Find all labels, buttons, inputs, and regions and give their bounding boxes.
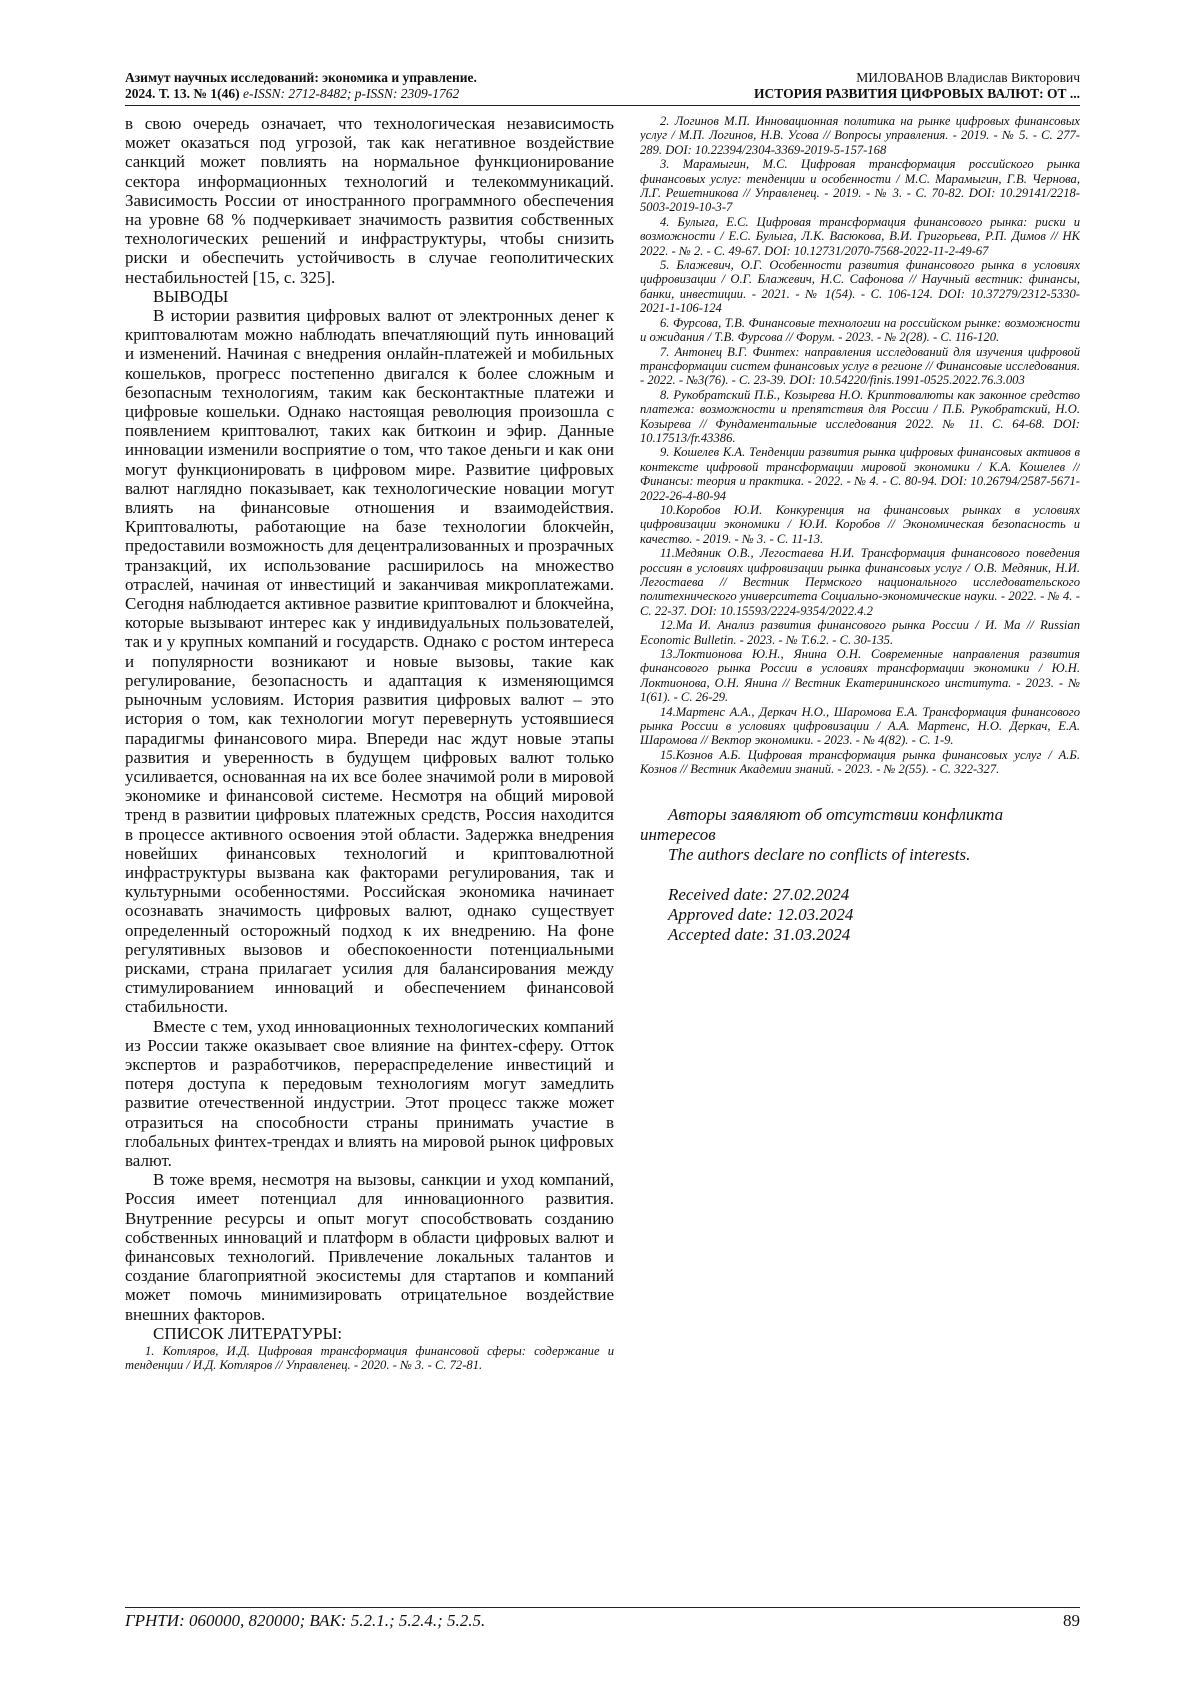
received-date: Received date: 27.02.2024 bbox=[668, 884, 850, 904]
approved-date: Approved date: 12.03.2024 bbox=[668, 904, 854, 924]
footer-divider bbox=[125, 1607, 1080, 1608]
classification-codes: ГРНТИ: 060000, 820000; ВАК: 5.2.1.; 5.2.4.; 5.2.5. bbox=[125, 1611, 486, 1630]
reference-item: 11.Медяник О.В., Легостаева Н.И. Трансформация финансового поведения россиян в условиях цифровизации рынка финансовых услуг / О.В. Медяник, Н.И. Легостаева // Вестник Пермского национального исследовательского политехнического университета Социально-экономические науки. - 2022. - № 4. - С. 22-37. DOI: 10.15593/2224-9354/2022.4.2 bbox=[640, 546, 1080, 618]
article-info bbox=[754, 70, 1080, 102]
reference-item: 9. Кошелев К.А. Тенденции развития рынка цифровых финансовых активов в контексте цифровой трансформации мировой экономики / К.А. Кошелев // Финансы: теория и практика. - 2022. - № 4. - С. 80-94. DOI: 10.26794/2587-5671-2022-26-4-80-94 bbox=[640, 445, 1080, 503]
reference-item: 2. Логинов М.П. Инновационная политика на рынке цифровых финансовых услуг / М.П. Логинов, Н.В. Усова // Вопросы управления. - 2019. - № 5. - С. 277-289. DOI: 10.22394/2304-3369-2019-5-157-168 bbox=[640, 114, 1080, 157]
reference-item: 13.Локтионова Ю.Н., Янина О.Н. Современные направления развития финансового рынка России в условиях трансформации экономики / Ю.Н. Локтионова, О.Н. Янина // Вестник Екатерининского института. - 2023. - № 1(61). - С. 26-29. bbox=[640, 647, 1080, 705]
header-divider bbox=[125, 105, 1080, 106]
reference-item: 5. Блажевич, О.Г. Особенности развития финансового рынка в условиях цифровизации / О.Г. Блажевич, Н.С. Сафонова // Научный вестник: финансы, банки, инвестиции. - 2021. - № 1(54). - С. 106-124. DOI: 10.37279/2312-5330-2021-1-106-124 bbox=[640, 258, 1080, 316]
conclusions-paragraph-3: В тоже время, несмотря на вызовы, санкции и уход компаний, Россия имеет потенциал для инновационного развития. Внутренние ресурсы и опыт могут способствовать созданию собственных инноваций и платформ в области цифровых валют и финансовых технологий. Привлечение локальных талантов и создание благоприятной экосистемы для стартапов и компаний может помочь минимизировать отрицательное воздействие внешних факторов. bbox=[125, 1170, 614, 1324]
running-header bbox=[125, 70, 1080, 104]
conclusions-heading: ВЫВОДЫ bbox=[153, 286, 229, 306]
references-list-continued bbox=[640, 114, 1080, 777]
reference-item: 12.Ма И. Анализ развития финансового рынка России / И. Ма // Russian Economic Bulletin. - 2023. - № Т.6.2. - С. 30-135. bbox=[640, 618, 1080, 647]
right-column bbox=[640, 114, 1080, 1604]
reference-item: 15.Кознов А.Б. Цифровая трансформация рынка финансовых услуг / А.Б. Кознов // Вестник Академии знаний. - 2023. - № 2(55). - С. 322-327. bbox=[640, 747, 1080, 777]
author-name: МИЛОВАНОВ Владислав Викторович bbox=[856, 70, 1080, 85]
reference-item: 6. Фурсова, Т.В. Финансовые технологии на российском рынке: возможности и ожидания / Т.В. Фурсова // Форум. - 2023. - № 2(28). - С. 116-120. bbox=[640, 315, 1080, 345]
reference-item: 4. Булыга, Е.С. Цифровая трансформация финансового рынка: риски и возможности / Е.С. Булыга, Л.К. Васюкова, В.И. Григорьева, Р.П. Димов // НК 2022. - № 2. - С. 49-67. DOI: 10.12731/2070-7568-2022-11-2-49-67 bbox=[640, 214, 1080, 258]
reference-item: 3. Марамыгин, М.С. Цифровая трансформация российского рынка финансовых услуг: тенденции и особенности / М.С. Марамыгин, Г.В. Чернова, Л.Г. Решетникова // Управленец. - 2019. - № 3. - С. 70-82. DOI: 10.29141/2218-5003-2019-10-3-7 bbox=[640, 157, 1080, 215]
reference-item: 8. Рукобратский П.Б., Козырева Н.О. Криптовалюты как законное средство платежа: возможности и препятствия для России / П.Б. Рукобратский, Н.О. Козырева // Фундаментальные исследования 2022. № 11. С. 64-68. DOI: 10.17513/fr.43386. bbox=[640, 387, 1080, 445]
journal-issue: 2024. Т. 13. № 1(46) bbox=[125, 86, 240, 101]
conflict-statement-ru: Авторы заявляют об отсутствии конфликта интересов bbox=[640, 804, 1004, 844]
journal-issn: e-ISSN: 2712-8482; p-ISSN: 2309-1762 bbox=[239, 86, 460, 101]
reference-item: 10.Коробов Ю.И. Конкуренция на финансовых рынках в условиях цифровизации экономики / Ю.И. Коробов // Экономическая безопасность и качество. - 2019. - № 3. - С. 11-13. bbox=[640, 502, 1080, 546]
journal-info bbox=[125, 70, 477, 102]
left-column bbox=[125, 114, 614, 1604]
conclusions-paragraph-1: В истории развития цифровых валют от электронных денег к криптовалютам можно наблюдать впечатляющий путь инноваций и изменений. Начиная с внедрения онлайн-платежей и мобильных кошельков, прогресс постепенно двигался к более сложным и безопасным технологиям, таким как бесконтактные платежи и цифровые кошельки. Однако настоящая революция произошла с появлением криптовалют, таких как биткоин и эфир. Данные инновации изменили восприятие о том, что такое деньги и как они могут функционировать в цифровом мире. Развитие цифровых валют наглядно показывает, как технологические новации могут влиять на финансовые отношения и взаимодействия. Криптовалюты, работающие на базе технологии блокчейн, предоставили возможность для децентрализованных и прозрачных транзакций, их использование расширилось на множество отраслей, начиная от инвестиций и заканчивая микроплатежами. Сегодня наблюдается активное развитие криптовалют и блокчейна, которые вызывают интерес как у индивидуальных пользователей, так и у крупных компаний и государств. Однако с ростом интереса и популярности возникают и новые вызовы, такие как регулирование, безопасность и адаптация к изменяющимся рыночным условиям. История развития цифровых валют – это история о том, как технологии могут перевернуть устоявшиеся парадигмы финансового мира. Впереди нас ждут новые этапы развития и уверенность в будущем цифровых валют только усиливается, основанная на их все более значимой роли в мировой экономике и финансовой системе. Несмотря на общий мировой тренд в развитии цифровых платежных средств, Россия находится в процессе активного освоения этой области. Задержка внедрения новейших финансовых технологий и криптовалютной инфраструктуры вызвана как факторами регулирования, так и культурными особенностями. Российская экономика начинает осознавать значимость цифровых валют, однако существует определенный осторожный подход к их внедрению. На фоне регулятивных вызовов и обеспокоенности потенциальными рисками, страна прилагает усилия для балансирования между стимулированием инноваций и обеспечением финансовой стабильности. bbox=[125, 306, 614, 1017]
reference-item: 7. Антонец В.Г. Финтех: направления исследований для изучения цифровой трансформации систем финансовых услуг в регионе // Финансовые исследования. - 2022. - №3(76). - С. 23-39. DOI: 10.54220/finis.1991-0525.2022.76.3.003 bbox=[640, 344, 1080, 388]
references-list-start bbox=[125, 1344, 614, 1373]
article-short-title: ИСТОРИЯ РАЗВИТИЯ ЦИФРОВЫХ ВАЛЮТ: ОТ ... bbox=[754, 86, 1080, 101]
journal-name: Азимут научных исследований: экономика и управление. bbox=[125, 70, 477, 85]
reference-item: 14.Мартенс А.А., Деркач Н.О., Шаромова Е.А. Трансформация финансового рынка России в условиях цифровизации / А.А. Мартенс, Н.О. Деркач, Е.А. Шаромова // Вектор экономики. - 2023. - № 4(82). - С. 1-9. bbox=[640, 704, 1080, 748]
reference-item: 1. Котляров, И.Д. Цифровая трансформация финансовой сферы: содержание и тенденции / И.Д. Котляров // Управленец. - 2020. - № 3. - С. 72-81. bbox=[125, 1344, 614, 1373]
accepted-date: Accepted date: 31.03.2024 bbox=[668, 924, 851, 944]
conflict-statement-en: The authors declare no conflicts of interests. bbox=[668, 844, 971, 864]
page-number: 89 bbox=[1063, 1611, 1080, 1630]
article-dates bbox=[640, 885, 1080, 945]
conflict-declaration bbox=[640, 805, 1080, 865]
references-heading: СПИСОК ЛИТЕРАТУРЫ: bbox=[153, 1323, 343, 1343]
conclusions-paragraph-2: Вместе с тем, уход инновационных технологических компаний из России также оказывает свое влияние на финтех-сферу. Отток экспертов и разработчиков, перераспределение инвестиций и потеря доступа к передовым технологиям могут замедлить развитие отечественной индустрии. Этот процесс также может отразиться на способности страны принимать участие в глобальных финтех-трендах и влиять на мировой рынок цифровых валют. bbox=[125, 1016, 614, 1170]
intro-paragraph: в свою очередь означает, что технологическая независимость может оказаться под угрозой, так как негативное воздействие санкций может повлиять на нормальное функционирование сектора информационных технологий и телекоммуникаций. Зависимость России от иностранного программного обеспечения на уровне 68 % подчеркивает значимость развития собственных технологических решений и инфраструктуры, чтобы снизить риски и обеспечить устойчивость в случае геополитических нестабильностей [15, с. 325]. bbox=[125, 114, 614, 287]
